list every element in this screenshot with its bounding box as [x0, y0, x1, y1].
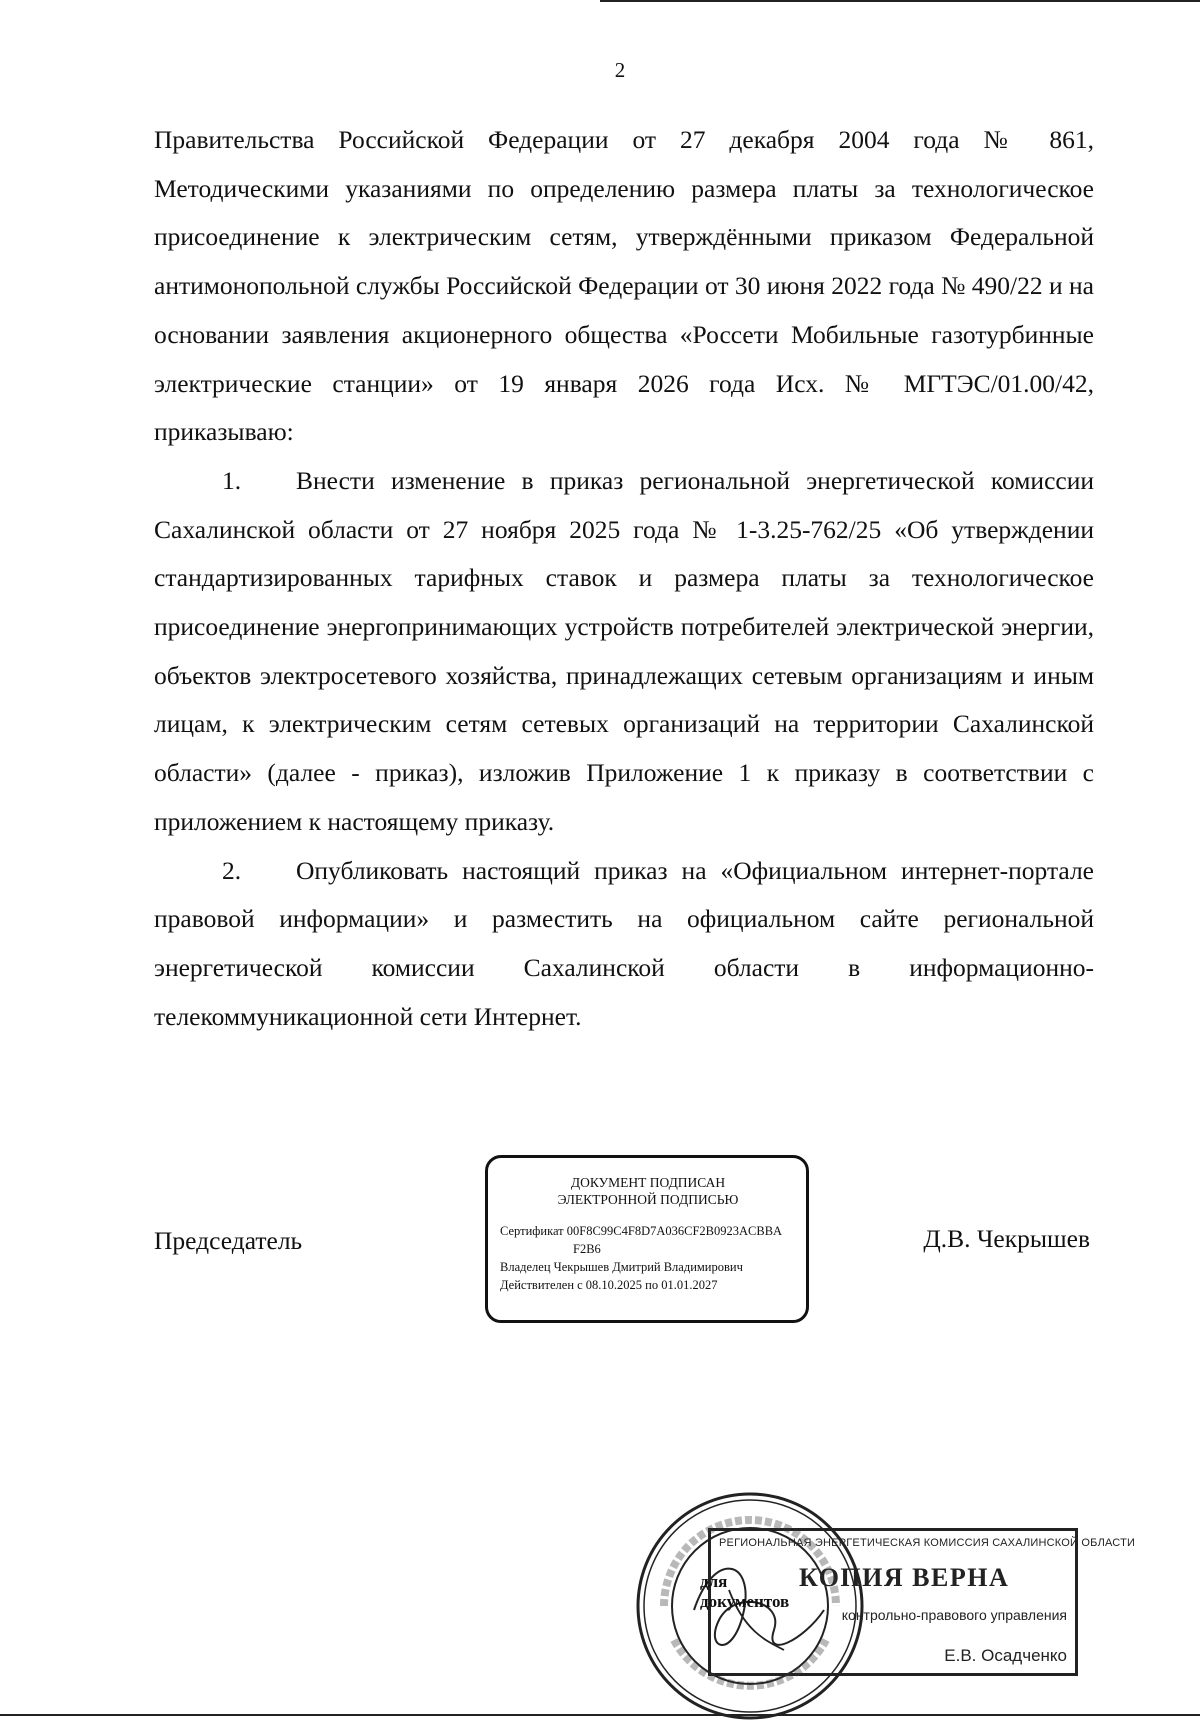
item-number: 1.: [222, 465, 242, 495]
copy-stamp-position: контрольно-правового управления: [841, 1607, 1067, 1623]
copy-stamp-name: Е.В. Осадченко: [944, 1646, 1067, 1665]
esign-title-line2: ЭЛЕКТРОННОЙ ПОДПИСЬЮ: [557, 1192, 739, 1207]
signer-position: Председатель: [154, 1226, 303, 1255]
esign-validity: Действителен с 08.10.2025 по 01.01.2027: [500, 1278, 718, 1292]
copy-stamp-org: РЕГИОНАЛЬНАЯ ЭНЕРГЕТИЧЕСКАЯ КОМИССИЯ САХАЛИНСКОЙ ОБЛАСТИ: [719, 1537, 1136, 1549]
item-text: Внести изменение в приказ региональной энергетической комиссии Сахалинской области от 27 ноября 2025 года № 1-3.25-762/25 «Об утверждении стандартизированных тарифных ставок и размера платы за технологическое присоединение энергопринимающих устройств потребителей электрической энергии, объектов электросетевого хозяйства, принадлежащих сетевым организациям и иным лицам, к электрическим сетям сетевых организаций на территории Сахалинской области» (далее - приказ), изложив Приложение 1 к приказу в соответствии с приложением к настоящему приказу.: [154, 465, 1094, 836]
copy-stamp-header: КОПИЯ ВЕРНА: [799, 1563, 1010, 1592]
esign-title-line1: ДОКУМЕНТ ПОДПИСАН: [570, 1175, 726, 1190]
item-number: 2.: [222, 855, 242, 885]
list-item: [154, 457, 1094, 847]
electronic-signature-stamp: [485, 1155, 809, 1323]
esign-owner: Владелец Чекрышев Дмитрий Владимирович: [500, 1260, 743, 1274]
esign-certificate-cont: F2B6: [573, 1242, 601, 1256]
intro-paragraph: Правительства Российской Федерации от 27 декабря 2004 года № 861, Методическими указаниями по определению размера платы за технологическое присоединение к электрическим сетям, утверждёнными приказом Федеральной антимонопольной службы Российской Федерации от 30 июня 2022 года № 490/22 и на основании заявления акционерного общества «Россети Мобильные газотурбинные электрические станции» от 19 января 2026 года Исх. № МГТЭС/01.00/42, приказываю:: [154, 125, 1094, 447]
scan-line-top: [600, 0, 1200, 2]
item-text: Опубликовать настоящий приказ на «Официальном интернет-портале правовой информации» и разместить на официальном сайте региональной энергетической комиссии Сахалинской области в информационно-телекоммуникационной сети Интернет.: [154, 855, 1094, 1031]
signer-name: Д.В. Чекрышев: [923, 1224, 1090, 1253]
esign-certificate: Сертификат 00F8C99C4F8D7A036CF2B0923ACBBA: [500, 1224, 783, 1238]
document-body: [154, 116, 1094, 1041]
scan-line-bottom: [0, 1714, 1200, 1716]
copy-stamp-overlay: для документов: [700, 1572, 790, 1611]
list-item: [154, 847, 1094, 1042]
page-number: 2: [614, 58, 626, 82]
